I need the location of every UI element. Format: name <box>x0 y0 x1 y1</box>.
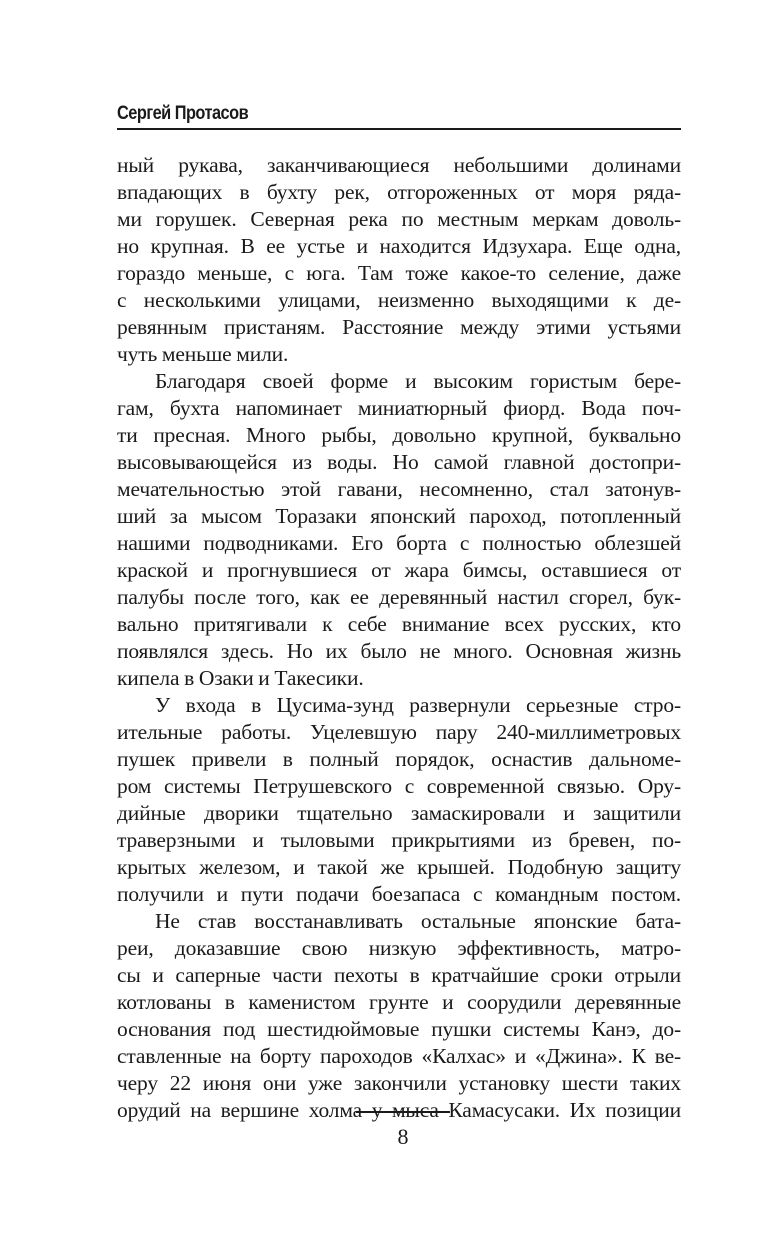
text-line: но крупная. В ее устье и находится Идзухара. Еще одна, <box>117 234 681 258</box>
running-head-author: Сергей Протасов <box>117 103 249 124</box>
text-line: кипела в Озаки и Такесики. <box>117 666 364 690</box>
text-line: Благодаря своей форме и высоким гористым бере- <box>155 369 681 393</box>
text-line: Не став восстанавливать остальные японские бата- <box>155 909 681 933</box>
text-line: получили и пути подачи боезапаса с командным постом. <box>117 882 681 906</box>
text-line: с несколькими улицами, неизменно выходящими к де- <box>117 288 681 312</box>
text-line: пушек привели в полный порядок, оснастив дальноме- <box>117 747 681 771</box>
text-line: крытых железом, и такой же крышей. Подобную защиту <box>117 855 681 879</box>
text-line: ный рукава, заканчивающиеся небольшими долинами <box>117 153 681 177</box>
text-line: ром системы Петрушевского с современной связью. Ору- <box>117 774 681 798</box>
text-line: котлованы в каменистом грунте и соорудили деревянные <box>117 990 681 1014</box>
text-line: нашими подводниками. Его борта с полностью облезшей <box>117 531 681 555</box>
text-line: сы и саперные части пехоты в кратчайшие сроки отрыли <box>117 963 681 987</box>
running-head <box>117 100 681 130</box>
text-line: гам, бухта напоминает миниатюрный фиорд. Вода поч- <box>117 396 681 420</box>
body-text <box>117 152 681 1124</box>
text-line: ми горушек. Северная река по местным меркам доволь- <box>117 207 681 231</box>
page-number: 8 <box>397 1124 409 1149</box>
text-line: У входа в Цусима-зунд развернули серьезные стро- <box>155 693 681 717</box>
text-line: вально притягивали к себе внимание всех русских, кто <box>117 612 681 636</box>
text-line: мечательностью этой гавани, несомненно, стал затонув- <box>117 477 681 501</box>
text-line: впадающих в бухту рек, отгороженных от моря ряда- <box>117 180 681 204</box>
text-line: черу 22 июня они уже закончили установку шести таких <box>117 1071 681 1095</box>
text-line: гораздо меньше, с юга. Там тоже какое-то селение, даже <box>117 261 681 285</box>
text-line: ший за мысом Торазаки японский пароход, потопленный <box>117 504 681 528</box>
text-line: палубы после того, как ее деревянный настил сгорел, бук- <box>117 585 681 609</box>
text-line: ительные работы. Уцелевшую пару 240-миллиметровых <box>117 720 681 744</box>
text-line: основания под шестидюймовые пушки системы Канэ, до- <box>117 1017 681 1041</box>
text-line: орудий на вершине холма у мыса Камасусаки. Их позиции <box>117 1098 681 1122</box>
text-line: траверзными и тыловыми прикрытиями из бревен, по- <box>117 828 681 852</box>
text-line: чуть меньше мили. <box>117 342 289 366</box>
text-line: реи, доказавшие свою низкую эффективность, матро- <box>117 936 681 960</box>
text-line: появлялся здесь. Но их было не много. Основная жизнь <box>117 639 681 663</box>
folio-divider <box>356 1111 450 1113</box>
text-line: ти пресная. Много рыбы, довольно крупной, буквально <box>117 423 681 447</box>
text-line: ревянным пристаням. Расстояние между этими устьями <box>117 315 681 339</box>
text-line: ставленные на борту пароходов «Калхас» и «Джина». К ве- <box>117 1044 681 1068</box>
text-line: высовывающейся из воды. Но самой главной достопри- <box>117 450 681 474</box>
text-line: дийные дворики тщательно замаскировали и защитили <box>117 801 681 825</box>
text-line: краской и прогнувшиеся от жара бимсы, оставшиеся от <box>117 558 681 582</box>
